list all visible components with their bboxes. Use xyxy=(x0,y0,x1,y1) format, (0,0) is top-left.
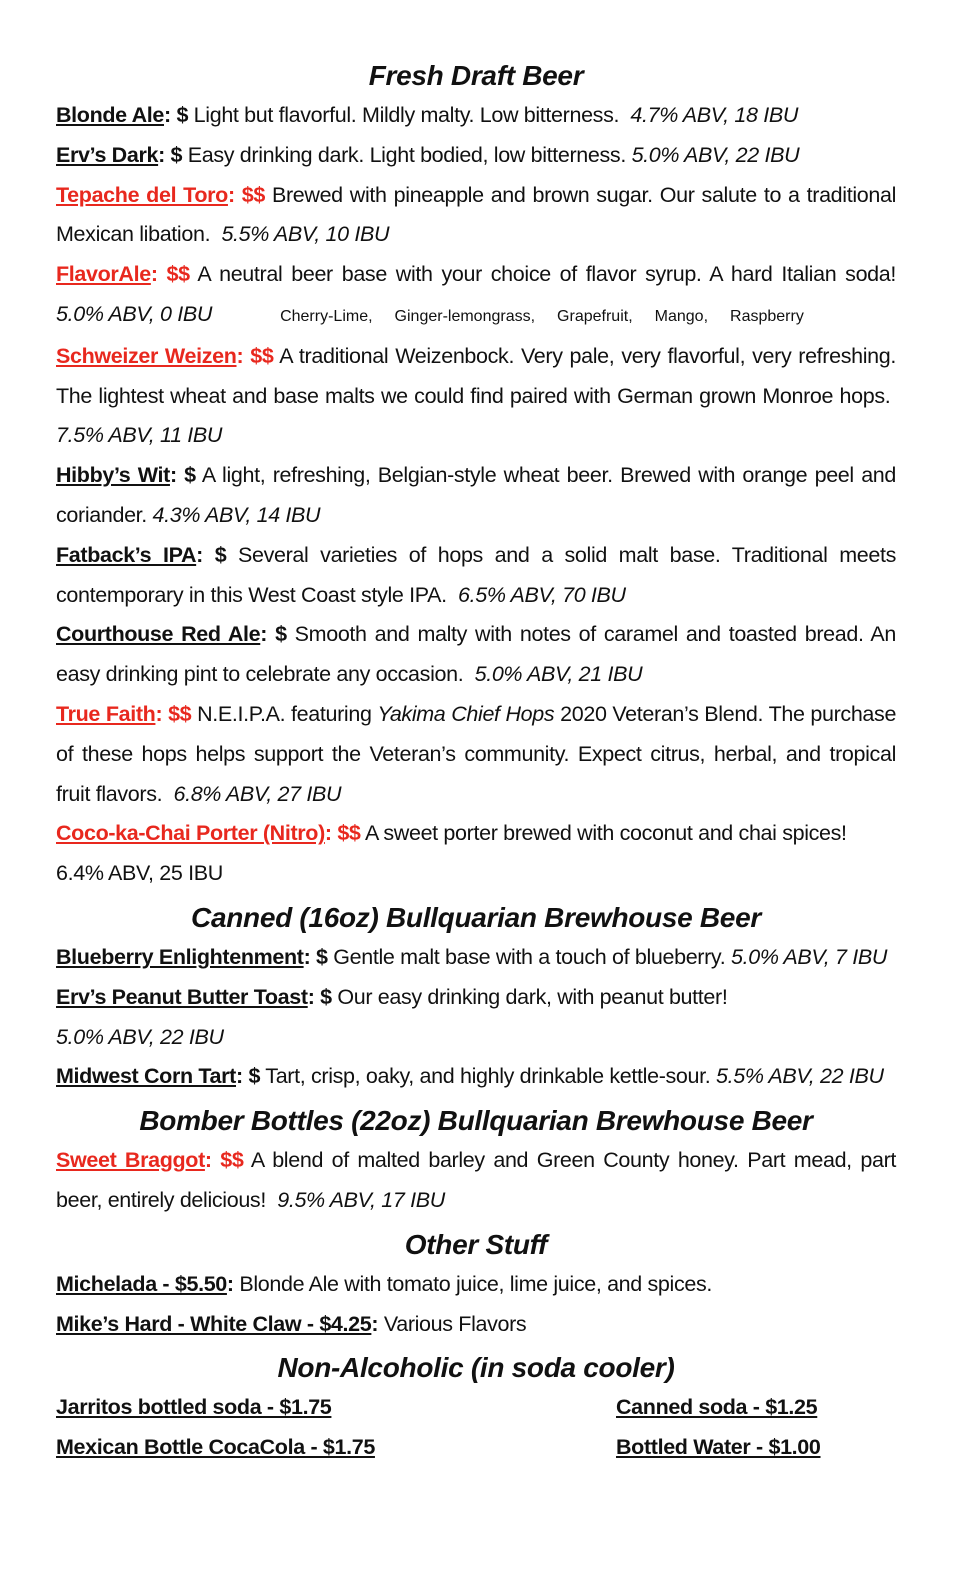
menu-item-flavorale: FlavorAle: $$ A neutral beer base with your choice of flavor syrup. A hard Italian soda! 5.0% ABV, 0 IBU Cherry-Lime, Ginger-lemongrass, Grapefruit, Mango, Raspberry xyxy=(56,262,897,326)
item-price: $ xyxy=(214,542,227,567)
item-price: $ xyxy=(184,463,196,488)
item-desc: Light but flavorful. Mildly malty. Low bitterness. xyxy=(193,103,620,127)
item-name: Blonde Ale xyxy=(56,103,164,127)
item-name: Midwest Corn Tart xyxy=(56,1064,236,1089)
item-desc: A blend of malted barley and Green County honey. Part mead, part beer, entirely delicious! xyxy=(56,1148,896,1212)
item-stats: 5.0% ABV, 22 IBU xyxy=(631,142,800,167)
menu-item-midwest-corn-tart: Midwest Corn Tart: $ Tart, crisp, oaky, and highly drinkable kettle-sour. 5.5% ABV, 22 IBU xyxy=(56,1064,884,1089)
item-desc: Our easy drinking dark, with peanut butter! xyxy=(337,984,728,1009)
item-desc: A sweet porter brewed with coconut and chai spices! xyxy=(364,821,847,846)
item-desc-italic: Yakima Chief Hops xyxy=(377,701,555,726)
item-name: Michelada - $5.50 xyxy=(56,1271,227,1296)
menu-item-ervs-dark: Erv’s Dark: $ Easy drinking dark. Light bodied, low bitterness. 5.0% ABV, 22 IBU xyxy=(56,142,800,167)
item-price: $$ xyxy=(241,182,265,207)
item-stats: 6.4% ABV, 25 IBU xyxy=(56,861,223,886)
item-name: Courthouse Red Ale xyxy=(56,622,261,647)
flavor-option: Raspberry xyxy=(730,307,804,325)
item-price: $ xyxy=(170,142,183,167)
section-title-non-alcoholic: Non-Alcoholic (in soda cooler) xyxy=(277,1352,675,1384)
item-stats: 5.0% ABV, 7 IBU xyxy=(730,944,888,969)
item-name: Schweizer Weizen xyxy=(56,343,237,368)
item-name: Mike’s Hard - White Claw - $4.25 xyxy=(56,1311,372,1336)
item-name: Hibby’s Wit xyxy=(56,463,170,488)
menu-item-courthouse-red-ale: Courthouse Red Ale: $ Smooth and malty with notes of caramel and toasted bread. An easy drinking pint to celebrate any occasion. 5.0% ABV, 21 IBU xyxy=(56,622,896,687)
section-title-draft: Fresh Draft Beer xyxy=(368,60,584,91)
section-title-canned: Canned (16oz) Bullquarian Brewhouse Beer xyxy=(191,901,761,933)
flavor-option: Ginger-lemongrass, xyxy=(394,307,536,325)
item-name: Sweet Braggot xyxy=(56,1148,205,1173)
item-stats: 6.8% ABV, 27 IBU xyxy=(173,781,342,806)
item-desc: Brewed with pineapple and brown sugar. Our salute to a traditional Mexican libation. xyxy=(56,182,897,247)
menu-item-ervs-peanut-butter-toast: Erv’s Peanut Butter Toast: $ Our easy drinking dark, with peanut butter! 5.0% ABV, 22 IBU xyxy=(56,984,728,1049)
item-price: $$ xyxy=(168,701,192,726)
section-title-other: Other Stuff xyxy=(404,1228,548,1260)
item-name: Tepache del Toro xyxy=(56,182,228,207)
flavor-option: Grapefruit, xyxy=(557,307,633,325)
flavor-list xyxy=(280,308,826,325)
na-item-jarritos: Jarritos bottled soda - $1.75 xyxy=(56,1395,332,1420)
non-alcoholic-list xyxy=(56,1388,896,1468)
item-stats: 5.5% ABV, 22 IBU xyxy=(716,1064,884,1089)
item-desc: A neutral beer base with your choice of flavor syrup. A hard Italian soda! xyxy=(197,262,897,287)
menu-item-sweet-braggot: Sweet Braggot: $$ A blend of malted barley and Green County honey. Part mead, part beer, entirely delicious! 9.5% ABV, 17 IBU xyxy=(56,1148,896,1212)
item-price: $ xyxy=(320,984,332,1009)
item-price: $ xyxy=(248,1064,261,1089)
item-price: $$ xyxy=(220,1148,244,1173)
menu-item-hibbys-wit: Hibby’s Wit: $ A light, refreshing, Belgian-style wheat beer. Brewed with orange peel and coriander. 4.3% ABV, 14 IBU xyxy=(56,463,897,527)
item-stats: 5.0% ABV, 21 IBU xyxy=(474,662,643,687)
item-desc: Several varieties of hops and a solid malt base. Traditional meets contemporary in this West Coast style IPA. xyxy=(56,542,897,607)
menu-item-fatbacks-ipa: Fatback’s IPA: $ Several varieties of hops and a solid malt base. Traditional meets contemporary in this West Coast style IPA. 6.5% ABV, 70 IBU xyxy=(56,542,897,607)
item-price: $ xyxy=(316,944,328,969)
item-price: $ xyxy=(275,622,287,647)
flavor-option: Mango, xyxy=(654,307,709,325)
item-stats: 6.5% ABV, 70 IBU xyxy=(458,582,626,607)
na-item-mexican-cocacola: Mexican Bottle CocaCola - $1.75 xyxy=(56,1435,375,1460)
na-item-bottled-water: Bottled Water - $1.00 xyxy=(616,1435,821,1460)
item-stats: 5.5% ABV, 10 IBU xyxy=(221,222,390,247)
na-item-canned-soda: Canned soda - $1.25 xyxy=(616,1395,818,1420)
item-stats: 9.5% ABV, 17 IBU xyxy=(277,1187,445,1212)
menu-item-michelada: Michelada - $5.50: Blonde Ale with tomato juice, lime juice, and spices. xyxy=(56,1271,712,1296)
item-name: FlavorAle xyxy=(56,262,151,287)
menu-item-blonde-ale: Blonde Ale: $ Light but flavorful. Mildly malty. Low bitterness. 4.7% ABV, 18 IBU xyxy=(56,103,799,127)
menu-item-mikes-hard-white-claw: Mike’s Hard - White Claw - $4.25: Various Flavors xyxy=(56,1311,527,1336)
item-desc: Blonde Ale with tomato juice, lime juice, and spices. xyxy=(239,1271,712,1296)
item-desc: Easy drinking dark. Light bodied, low bitterness. xyxy=(187,142,626,167)
item-stats: 4.7% ABV, 18 IBU xyxy=(630,103,799,127)
item-desc: A light, refreshing, Belgian-style wheat beer. Brewed with orange peel and coriander. xyxy=(56,463,897,527)
item-stats: 4.3% ABV, 14 IBU xyxy=(152,502,321,527)
item-desc: 2020 Veteran’s Blend. The purchase of these hops helps support the Veteran’s community. Expect citrus, herbal, and tropical fruit flavors. xyxy=(56,701,897,806)
item-stats: 5.0% ABV, 0 IBU xyxy=(56,301,213,326)
menu-page xyxy=(56,56,896,1468)
menu-item-coco-ka-chai-porter: Coco-ka-Chai Porter (Nitro): $$ A sweet porter brewed with coconut and chai spices! 6.4% ABV, 25 IBU xyxy=(56,821,847,886)
item-price: $$ xyxy=(337,821,361,846)
item-name: Erv’s Dark xyxy=(56,142,159,167)
item-stats: 7.5% ABV, 11 IBU xyxy=(56,423,223,448)
item-name: Coco-ka-Chai Porter (Nitro) xyxy=(56,821,325,846)
item-desc: Smooth and malty with notes of caramel and toasted bread. An easy drinking pint to celebrate any occasion. xyxy=(56,622,896,687)
item-desc: Various Flavors xyxy=(383,1311,527,1336)
section-title-bomber: Bomber Bottles (22oz) Bullquarian Brewhouse Beer xyxy=(139,1105,813,1137)
item-price: $$ xyxy=(250,343,274,368)
item-name: Fatback’s IPA xyxy=(56,542,197,567)
item-price: $$ xyxy=(166,262,190,287)
item-desc: A traditional Weizenbock. Very pale, very flavorful, very refreshing. The lightest wheat and base malts we could find paired with German grown Monroe hops. xyxy=(56,343,896,408)
menu-item-tepache-del-toro: Tepache del Toro: $$ Brewed with pineapple and brown sugar. Our salute to a traditional Mexican libation. 5.5% ABV, 10 IBU xyxy=(56,182,897,247)
item-stats: 5.0% ABV, 22 IBU xyxy=(56,1024,224,1049)
menu-item-schweizer-weizen: Schweizer Weizen: $$ A traditional Weizenbock. Very pale, very flavorful, very refreshing. The lightest wheat and base malts we could find paired with German grown Monroe hops. 7.5% ABV, 11 IBU xyxy=(56,343,896,448)
item-name: True Faith xyxy=(56,701,156,726)
item-desc: N.E.I.P.A. featuring xyxy=(197,701,372,726)
item-name: Blueberry Enlightenment xyxy=(56,944,304,969)
item-name: Erv’s Peanut Butter Toast xyxy=(56,984,308,1009)
menu-item-true-faith: True Faith: $$ N.E.I.P.A. featuring Yakima Chief Hops 2020 Veteran’s Blend. The purchase of these hops helps support the Veteran’s community. Expect citrus, herbal, and tropical fruit flavors. 6.8% ABV, 27 IBU xyxy=(56,701,897,806)
item-desc: Tart, crisp, oaky, and highly drinkable kettle-sour. xyxy=(265,1064,711,1089)
menu-item-blueberry-enlightenment: Blueberry Enlightenment: $ Gentle malt base with a touch of blueberry. 5.0% ABV, 7 IBU xyxy=(56,944,888,969)
flavor-option: Cherry-Lime, xyxy=(280,307,373,325)
item-desc: Gentle malt base with a touch of blueberry. xyxy=(333,944,726,969)
item-price: $ xyxy=(176,103,189,127)
